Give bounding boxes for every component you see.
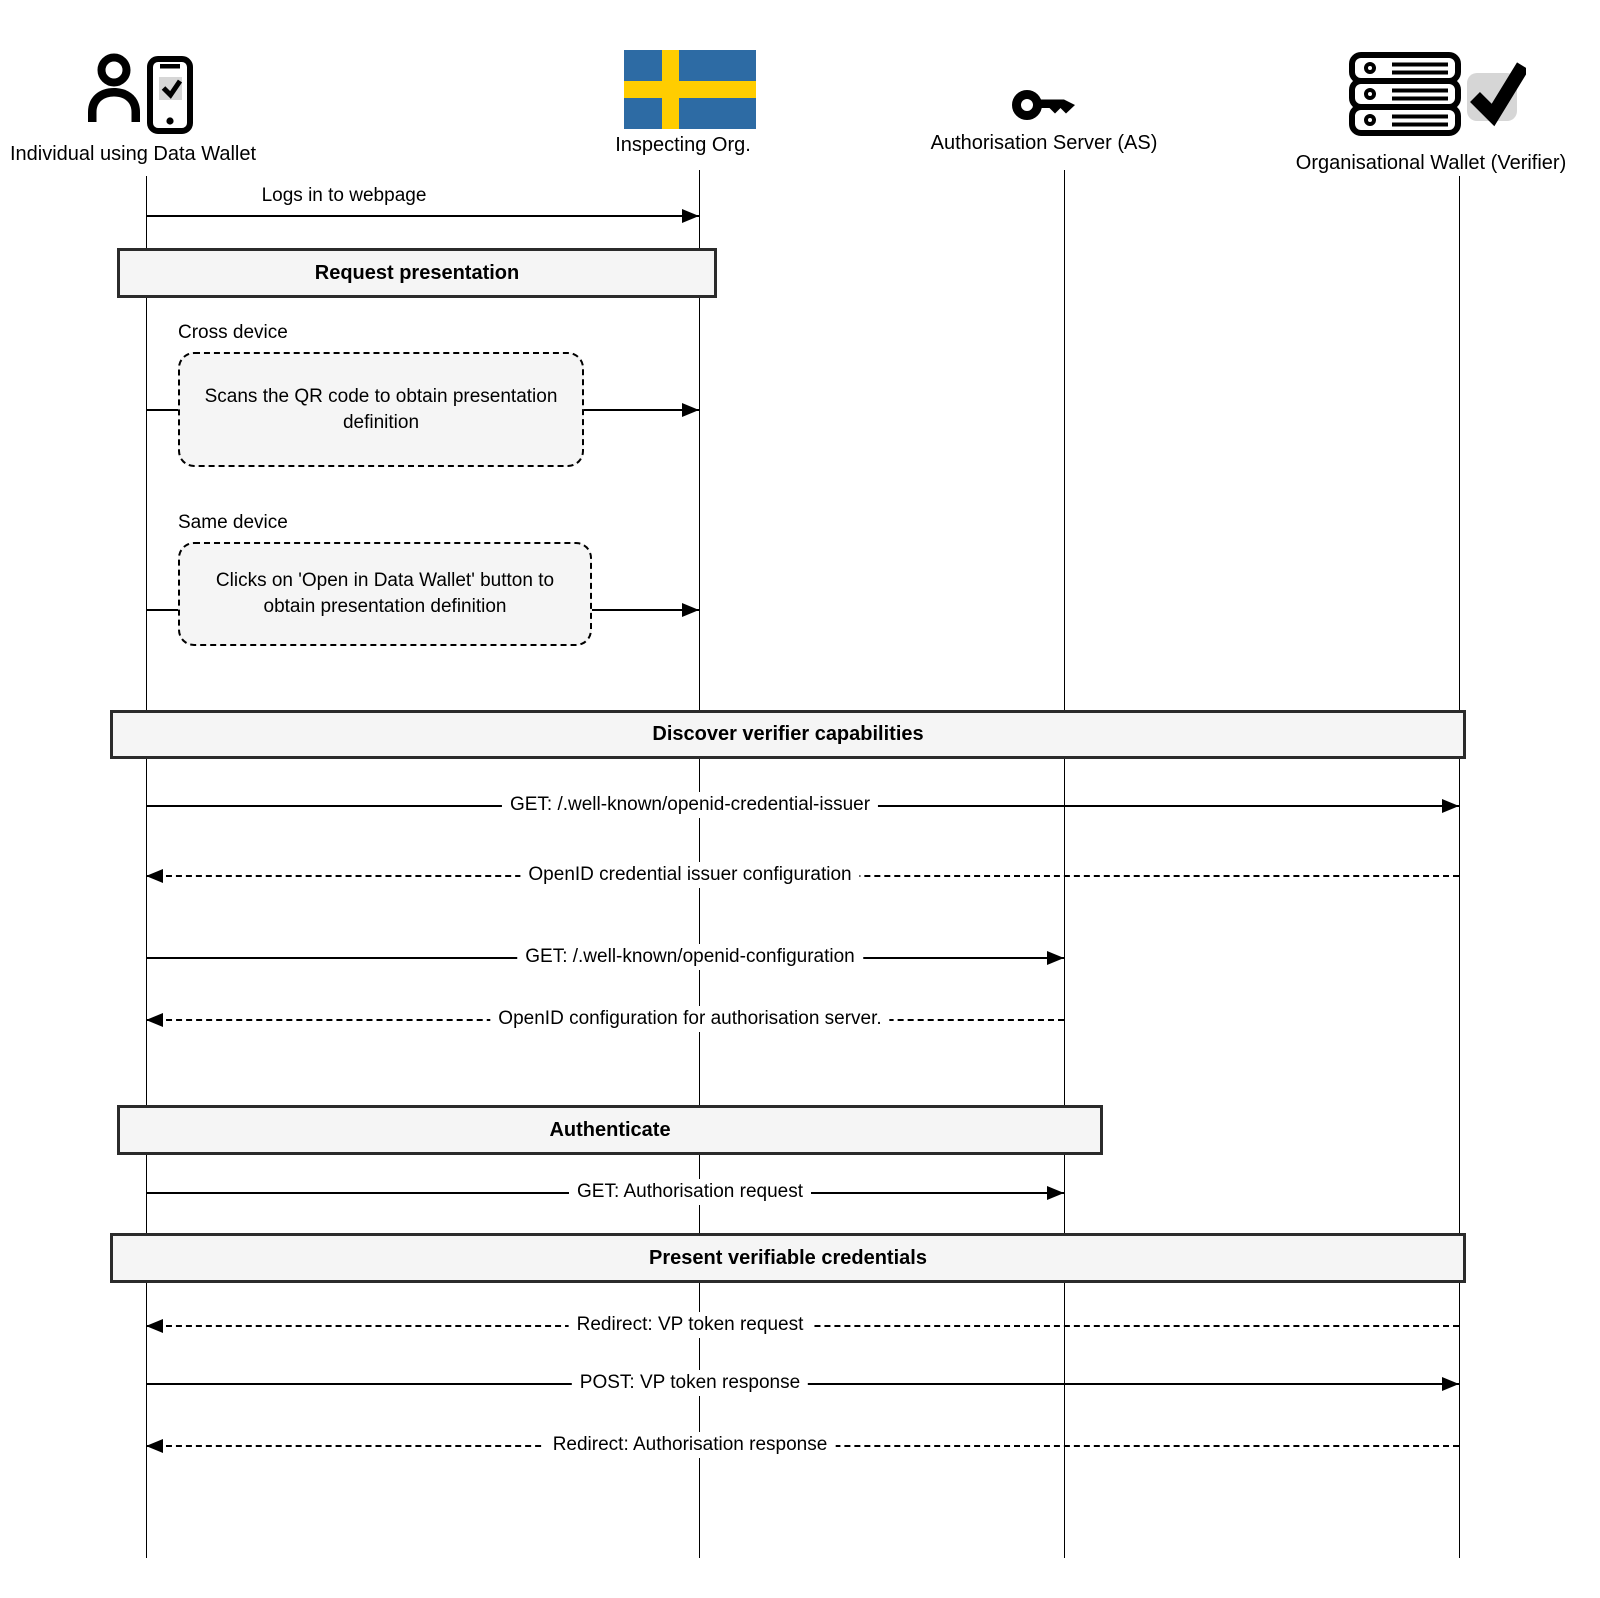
person-phone-icon [86,52,196,140]
arrowhead-icon [146,869,163,883]
message-label-vp-token-response: POST: VP token response [572,1370,808,1396]
section-label: Authenticate [549,1118,671,1141]
actor-label-inspecting-org: Inspecting Org. [615,134,751,156]
note-title-same-device: Same device [178,512,288,533]
message-label-vp-token-request: Redirect: VP token request [569,1312,812,1338]
arrowhead-icon [682,403,699,417]
arrowhead-icon [146,1439,163,1453]
actor-label-org-wallet: Organisational Wallet (Verifier) [1295,152,1567,174]
message-label-get-openid-configuration: GET: /.well-known/openid-configuration [517,944,863,970]
arrowhead-icon [1047,1186,1064,1200]
actor-label-authorisation-server: Authorisation Server (AS) [930,132,1158,154]
sweden-flag-icon [624,50,756,129]
server-check-icon [1348,50,1526,138]
note-same-device [178,542,592,646]
message-label-authorisation-response: Redirect: Authorisation response [545,1432,836,1458]
section-label: Request presentation [314,261,520,284]
note-text: Scans the QR code to obtain presentation definition [204,385,558,433]
arrowhead-icon [146,1013,163,1027]
note-title-cross-device: Cross device [178,322,288,343]
arrowhead-icon [1442,799,1459,813]
arrowhead-icon [146,1319,163,1333]
message-label-login: Logs in to webpage [261,185,427,206]
section-present-verifiable-credentials [110,1233,1466,1283]
section-authenticate [117,1105,1103,1155]
section-request-presentation [117,248,717,298]
lifeline-org-wallet [1459,176,1460,1558]
message-label-authorisation-request: GET: Authorisation request [569,1179,811,1205]
lifeline-individual [146,176,147,1558]
message-label-as-configuration: OpenID configuration for authorisation server. [490,1006,889,1032]
section-discover-verifier-capabilities [110,710,1466,759]
note-cross-device [178,352,584,467]
message-label-issuer-configuration: OpenID credential issuer configuration [520,862,859,888]
section-label: Discover verifier capabilities [652,723,924,745]
message-label-get-credential-issuer: GET: /.well-known/openid-credential-issuer [502,792,878,818]
note-text: Clicks on 'Open in Data Wallet' button to obtain presentation definition [215,570,555,617]
section-label: Present verifiable credentials [649,1246,927,1269]
arrowhead-icon [682,603,699,617]
arrowhead-icon [682,209,699,223]
key-icon [1012,82,1078,128]
actor-label-individual: Individual using Data Wallet [9,143,257,165]
arrowhead-icon [1442,1377,1459,1391]
message-arrow-login [146,215,699,217]
lifeline-authorisation-server [1064,170,1065,1558]
arrowhead-icon [1047,951,1064,965]
